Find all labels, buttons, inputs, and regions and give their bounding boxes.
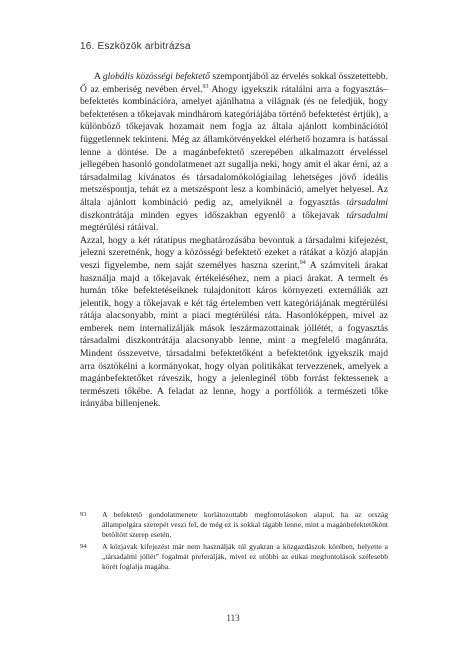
paragraph-1 [80, 71, 388, 235]
footnote-text: A közjavak kifejezést már nem használják túl gyakran a közgazdászok körében, helyette a „társadalmi jóllét” fogalmát preferálják, mivel ez utóbbi az etikai megfontolások szélesebb körét foglalja magába. [102, 542, 388, 571]
p2-text-b: A számviteli árakat használja majd a tőkejavak értékeléséhez, nem a piaci árakat. A termelt és humán tőke befektetéseiknek tulajdonított káros környezeti externáliák azt jelentik, hogy a tőkejavak e két tág értelemben vett kategóriájának megtérülési rátája alacsonyabb, mint a piaci megtérülési ráta. Hasonlóképpen, mivel az emberek nem internalizálják mások leszármazottainak jóllétét, a fogyasztás társadalmi diszkontrátája alacsonyabb lenne, mint a megfelelő magánráta. Mindent összevetve, társadalmi befektetőként a befektetőnk igyekszik majd arra ösztökélni a kormányokat, hogy olyan politikákat tervezzenek, amelyek a magánbefektetőket ráveszik, hogy a jelenleginél több forrást fektessenek a természeti tőkébe. A feladat az lenne, hogy a portfóliók a természeti tőke irányába billenjenek. [80, 259, 388, 410]
paragraph-2 [80, 235, 388, 411]
footnote-ref-94[interactable]: 94 [299, 259, 306, 266]
footnote-number: 93 [80, 511, 87, 518]
p1-italic-social-1: társadalmi [346, 196, 388, 208]
p1-italic-social-2: társadalmi [346, 209, 388, 221]
p2-text-a: Azzal, hogy a két rátatípus meghatározásába bevontuk a társadalmi kifejezést, jelezni szeretnénk, hogy a közösségi befektető ezeket a rátákat a közjó alapján veszi figyelembe, nem saját személyes haszna szerint. [80, 234, 388, 271]
p1-italic-term: globális közösségi befektető [102, 71, 210, 82]
p1-text-c: Ahogy igyekszik rátalálni arra a fogyasztás–befektetés kombinációra, amelyet ajánlhatna a világnak (és ne feledjük, hogy befektetésen a tőkejavak mindhárom kategóriájába történő befektetést értjük), a különböző tőkejavak hozamait nem fogja az általa ajánlott kombinációtól függetlennek tekinteni. Még az államkötvényekkel elérhető hozamra is hatással lenne a döntése. De a magánbefektető szerepében alkalmazott érveléssel jellegében hasonló gondolatmenet azt sugallja neki, hogy amit el akar érni, az a társadalmilag kívánatos és társadalomökológiailag lehetséges jövő ideális metszéspontja, tehát ez a metszéspont lesz a kombináció, amelyet helyesel. Az általa ajánlott kombináció pedig az, amelyiknél a fogyasztás [80, 83, 388, 208]
footnote-ref-93[interactable]: 93 [202, 83, 209, 90]
p1-text-b: szempontjából az érvelés sokkal összetettebb. Ő az emberiség nevében érvel. [80, 71, 388, 95]
footnotes [80, 510, 388, 575]
page-number: 113 [226, 613, 240, 623]
p1-text-d: diszkontrátája minden egyes időszakban egyenlő a tőkejavak [80, 209, 347, 221]
footnote-94 [80, 542, 388, 571]
footnote-93 [80, 510, 388, 539]
running-header: 16. Eszközök arbitrázsa [80, 41, 191, 52]
body-text [80, 71, 388, 411]
p1-text-a: A [94, 71, 103, 82]
footnote-number: 94 [80, 543, 87, 551]
footnote-text: A befektető gondolatmenete korlátozottabb megfontolásokon alapul, ha az ország állampolgára szerepét veszi fel, de még ez is sokkal tágabb lenne, mint a magánbefektetőként betöltött szerep esetén. [102, 510, 388, 539]
p1-text-e: megtérülési rátáival. [80, 222, 159, 234]
